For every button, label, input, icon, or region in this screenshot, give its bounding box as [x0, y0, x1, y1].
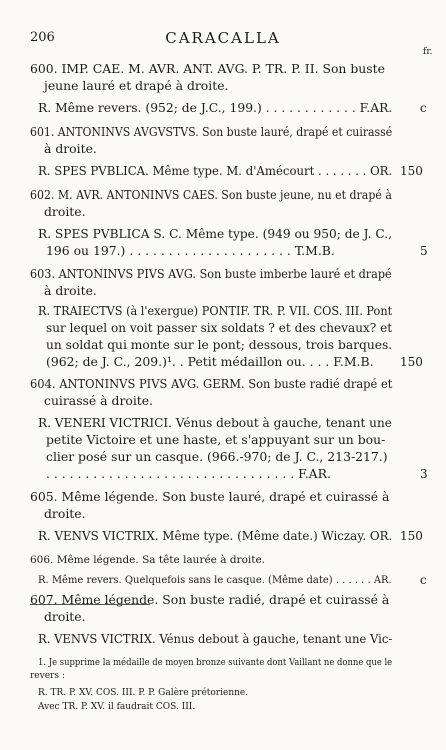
text-line: droite. [44, 204, 86, 219]
text-line: R. TRAIECTVS (à l'exergue) PONTIF. TR. P. VII. COS. III. Pont [38, 303, 393, 318]
running-head: CARACALLA [165, 29, 281, 47]
text-line: droite. [44, 506, 86, 521]
text-line: (962; de J. C., 209.)¹. . Petit médaillon ou. . . . F.M.B. [46, 354, 374, 369]
text-line: clier posé sur un casque. (966.-970; de J. C., 213-217.) [46, 449, 388, 464]
text-line: cuirassé à droite. [44, 393, 154, 408]
text-line: jeune lauré et drapé à droite. [44, 78, 229, 93]
footnote-line: 1. Je supprime la médaille de moyen bronze suivante dont Vaillant ne donne que le [38, 658, 393, 668]
text-line: 604. ANTONINVS PIVS AVG. GERM. Son buste radié drapé et [30, 376, 393, 391]
text-line: R. Même revers. Quelquefois sans le casque. (Même date) . . . . . . AR. [38, 574, 392, 586]
text-line: R. Même revers. (952; de J.C., 199.) . . . . . . . . . . . . F.AR. [38, 100, 393, 115]
text-line: à droite. [44, 141, 97, 156]
text-line: . . . . . . . . . . . . . . . . . . . . . . . . . . . . . . . . F.AR. [46, 466, 331, 481]
text-line: 196 ou 197.) . . . . . . . . . . . . . . . . . . . . . T.M.B. [46, 243, 335, 258]
text-line: 603. ANTONINVS PIVS AVG. Son buste imberbe lauré et drapé [30, 266, 392, 281]
text-line: 606. Même légende. Sa tête laurée à droite. [30, 554, 266, 566]
text-line: 607. Même légende. Son buste radié, drapé et cuirassé à [30, 592, 390, 607]
text-line: à droite. [44, 283, 97, 298]
footnote-line: revers : [30, 671, 65, 681]
footnote-rule [30, 604, 150, 605]
text-line: R. VENVS VICTRIX. Même type. (Même date.) Wiczay. OR. [38, 528, 393, 543]
text-line: R. VENVS VICTRIX. Vénus debout à gauche, tenant une Vic- [38, 631, 393, 646]
rarity-value: 3 [420, 467, 428, 481]
rarity-value: 150 [400, 355, 423, 369]
page-number: 206 [30, 30, 55, 45]
text-line: petite Victoire et une haste, et s'appuyant sur un bou- [46, 432, 386, 447]
text-line: R. VENERI VICTRICI. Vénus debout à gauche, tenant une [38, 415, 392, 430]
text-line: sur lequel on voit passer six soldats ? et des chevaux? et [46, 320, 393, 335]
footnote-line: Avec TR. P. XV. il faudrait COS. III. [38, 702, 196, 712]
text-line: R. SPES PVBLICA S. C. Même type. (949 ou 950; de J. C., [38, 226, 392, 241]
text-line: 602. M. AVR. ANTONINVS CAES. Son buste jeune, nu et drapé à [30, 187, 392, 202]
rarity-value: 5 [420, 244, 428, 258]
text-line: un soldat qui monte sur le pont; dessous, trois barques. [46, 337, 393, 352]
text-line: 601. ANTONINVS AVGVSTVS. Son buste lauré, drapé et cuirassé [30, 124, 393, 139]
rarity-value: 150 [400, 529, 423, 543]
rarity-value: c [420, 101, 427, 115]
text-line: 600. IMP. CAE. M. AVR. ANT. AVG. P. TR. P. II. Son buste [30, 61, 385, 76]
currency-note: fr. [423, 47, 433, 57]
text-line: 605. Même légende. Son buste lauré, drapé et cuirassé à [30, 489, 390, 504]
text-line: droite. [44, 609, 86, 624]
rarity-value: c [420, 573, 427, 587]
footnote-line: R. TR. P. XV. COS. III. P. P. Galère prétorienne. [38, 688, 249, 698]
rarity-value: 150 [400, 164, 423, 178]
text-line: R. SPES PVBLICA. Même type. M. d'Amécourt . . . . . . . OR. [38, 163, 393, 178]
